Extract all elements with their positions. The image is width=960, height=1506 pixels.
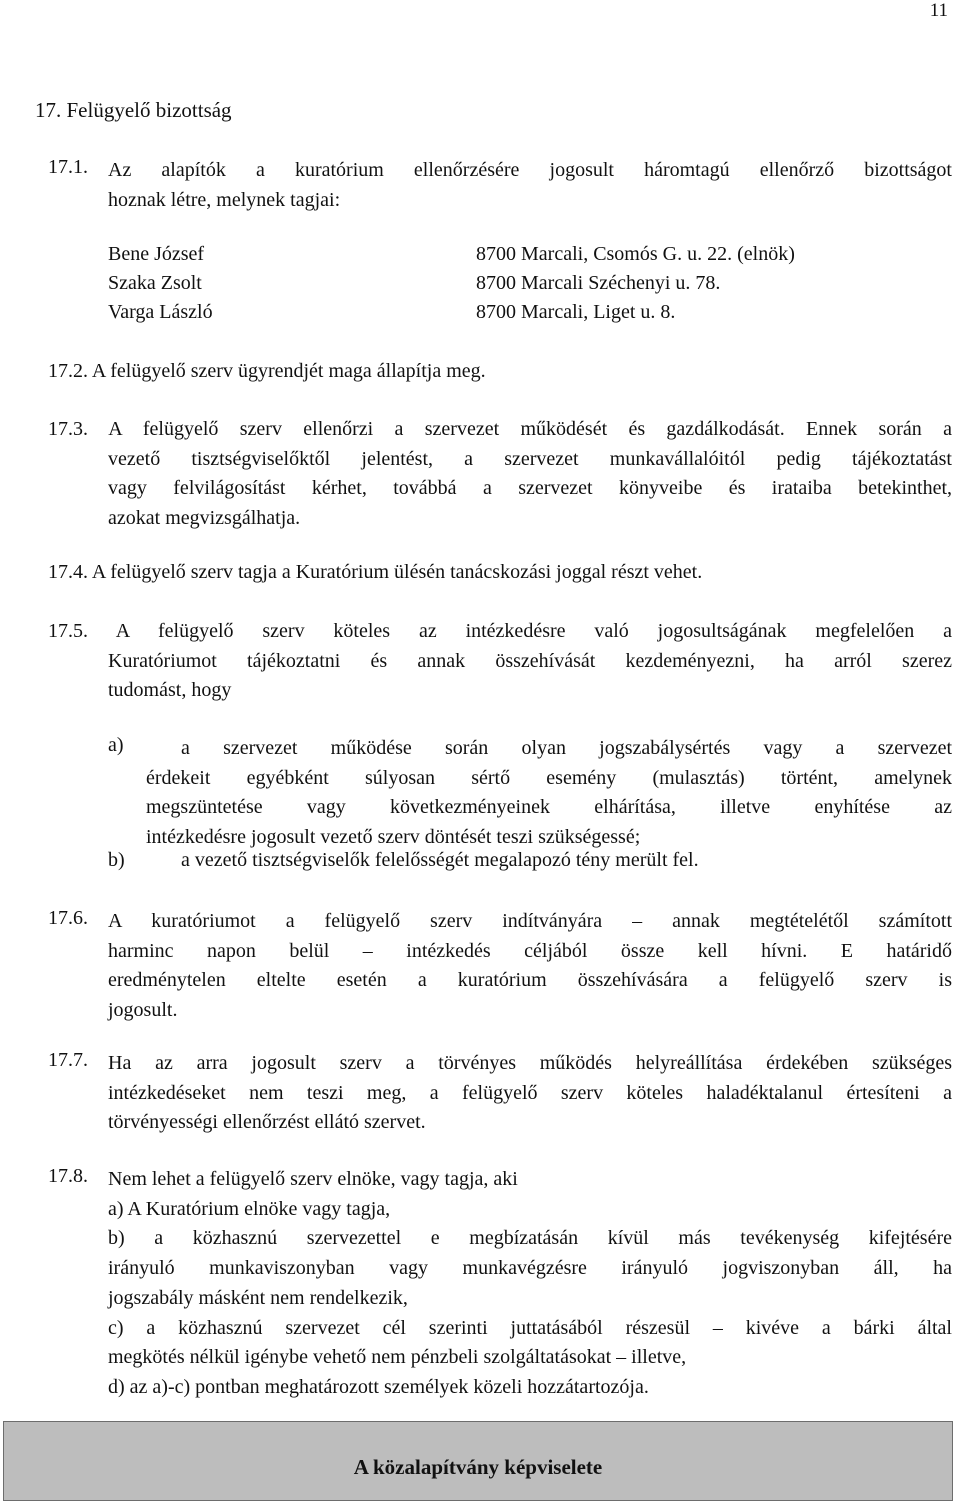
list-item: a vezető tisztségviselők felelősségét megalapozó tény merült fel. (181, 849, 699, 871)
paragraph-17-4: 17.4. A felügyelő szerv tagja a Kuratórium ülésén tanácskozási joggal részt vehet. (48, 561, 703, 583)
member-address: 8700 Marcali, Liget u. 8. (476, 301, 676, 323)
paragraph-line: 17.5. A felügyelő szerv köteles az intézkedésre való jogosultságának megfelelően a (48, 620, 952, 642)
paragraph-line: Kuratóriumot tájékoztatni és annak összehívását kezdeményezni, ha arról szerez (108, 649, 952, 672)
paragraph-line: Ha az arra jogosult szerv a törvényes működés helyreállítása érdekében szükséges (108, 1052, 952, 1074)
section-banner (3, 1421, 953, 1501)
paragraph-17-8 (108, 1165, 952, 1403)
paragraph-line: jogosult. (108, 999, 178, 1022)
paragraph-17-5 (48, 617, 952, 706)
paragraph-line: Az alapítók a kuratórium ellenőrzésére jogosult háromtagú ellenőrző bizottságot (108, 159, 952, 181)
list-item-label: b) (108, 849, 125, 871)
member-address: 8700 Marcali, Csomós G. u. 22. (elnök) (476, 243, 795, 265)
section-heading: 17. Felügyelő bizottság (35, 98, 232, 122)
paragraph-line: harminc napon belül – intézkedés céljából össze kell hívni. E határidő (108, 939, 952, 962)
paragraph-17-7 (108, 1049, 952, 1138)
paragraph-number-17-7: 17.7. (48, 1049, 88, 1071)
paragraph-line: eredménytelen eltelte esetén a kuratórium összehívására a felügyelő szerv is (108, 969, 952, 992)
paragraph-number-17-1: 17.1. (48, 156, 88, 178)
paragraph-line: megkötés nélkül igénybe vehető nem pénzbeli szolgáltatásokat – illetve, (108, 1346, 687, 1369)
paragraph-line: a) A Kuratórium elnöke vagy tagja, (108, 1197, 391, 1220)
paragraph-line: irányuló munkaviszonyban vagy munkavégzésre irányuló jogviszonyban áll, ha (108, 1257, 952, 1280)
paragraph-line: b) a közhasznú szervezettel e megbízatásán kívül más tevékenység kifejtésére (108, 1227, 952, 1250)
paragraph-line: 17.3. A felügyelő szerv ellenőrzi a szervezet működését és gazdálkodását. Ennek során a (48, 418, 952, 440)
paragraph-line: tudomást, hogy (108, 679, 232, 702)
paragraph-line: jogszabály másként nem rendelkezik, (108, 1286, 408, 1309)
paragraph-line: azokat megvizsgálhatja. (108, 507, 301, 530)
list-item-label: a) (108, 734, 124, 756)
member-name: Bene József (108, 243, 205, 265)
paragraph-17-3 (48, 415, 952, 534)
paragraph-number-17-6: 17.6. (48, 907, 88, 929)
list-item (146, 734, 952, 853)
paragraph-line: intézkedéseket nem teszi meg, a felügyelő szerv köteles haladéktalanul értesíteni a (108, 1081, 952, 1104)
list-item-line: érdekeit egyébként súlyosan sértő esemény (mulasztás) történt, amelynek (146, 766, 952, 789)
paragraph-line: hoznak létre, melynek tagjai: (108, 188, 341, 211)
paragraph-line: törvényességi ellenőrzést ellátó szervet. (108, 1111, 426, 1134)
member-name: Varga László (108, 301, 213, 323)
paragraph-line: Nem lehet a felügyelő szerv elnöke, vagy tagja, aki (108, 1168, 518, 1190)
list-item-line: a szervezet működése során olyan jogszabálysértés vagy a szervezet (181, 737, 952, 759)
list-item-line: megszüntetése vagy következményeinek elhárítása, illetve enyhítése az (146, 796, 952, 819)
paragraph-17-6 (108, 907, 952, 1026)
paragraph-line: vagy felvilágosítást kérhet, továbbá a szervezet könyveibe és irataiba betekinthet, (108, 477, 952, 500)
page-number: 11 (929, 0, 948, 21)
paragraph-number-17-8: 17.8. (48, 1165, 88, 1187)
paragraph-line: A kuratóriumot a felügyelő szerv indítványára – annak megtételétől számított (108, 910, 952, 932)
paragraph-line: vezető tisztségviselőktől jelentést, a szervezet munkavállalóitól pedig tájékoztatást (108, 447, 952, 470)
banner-title: A közalapítvány képviselete (353, 1455, 603, 1479)
paragraph-line: d) az a)-c) pontban meghatározott személyek közeli hozzátartozója. (108, 1375, 649, 1398)
paragraph-17-1 (108, 156, 952, 215)
list-item-line: intézkedésre jogosult vezető szerv döntését teszi szükségessé; (146, 826, 641, 849)
paragraph-17-2: 17.2. A felügyelő szerv ügyrendjét maga állapítja meg. (48, 360, 486, 382)
member-name: Szaka Zsolt (108, 272, 202, 294)
paragraph-line: c) a közhasznú szervezet cél szerinti juttatásából részesül – kivéve a bárki által (108, 1316, 952, 1339)
member-address: 8700 Marcali Széchenyi u. 78. (476, 272, 721, 294)
